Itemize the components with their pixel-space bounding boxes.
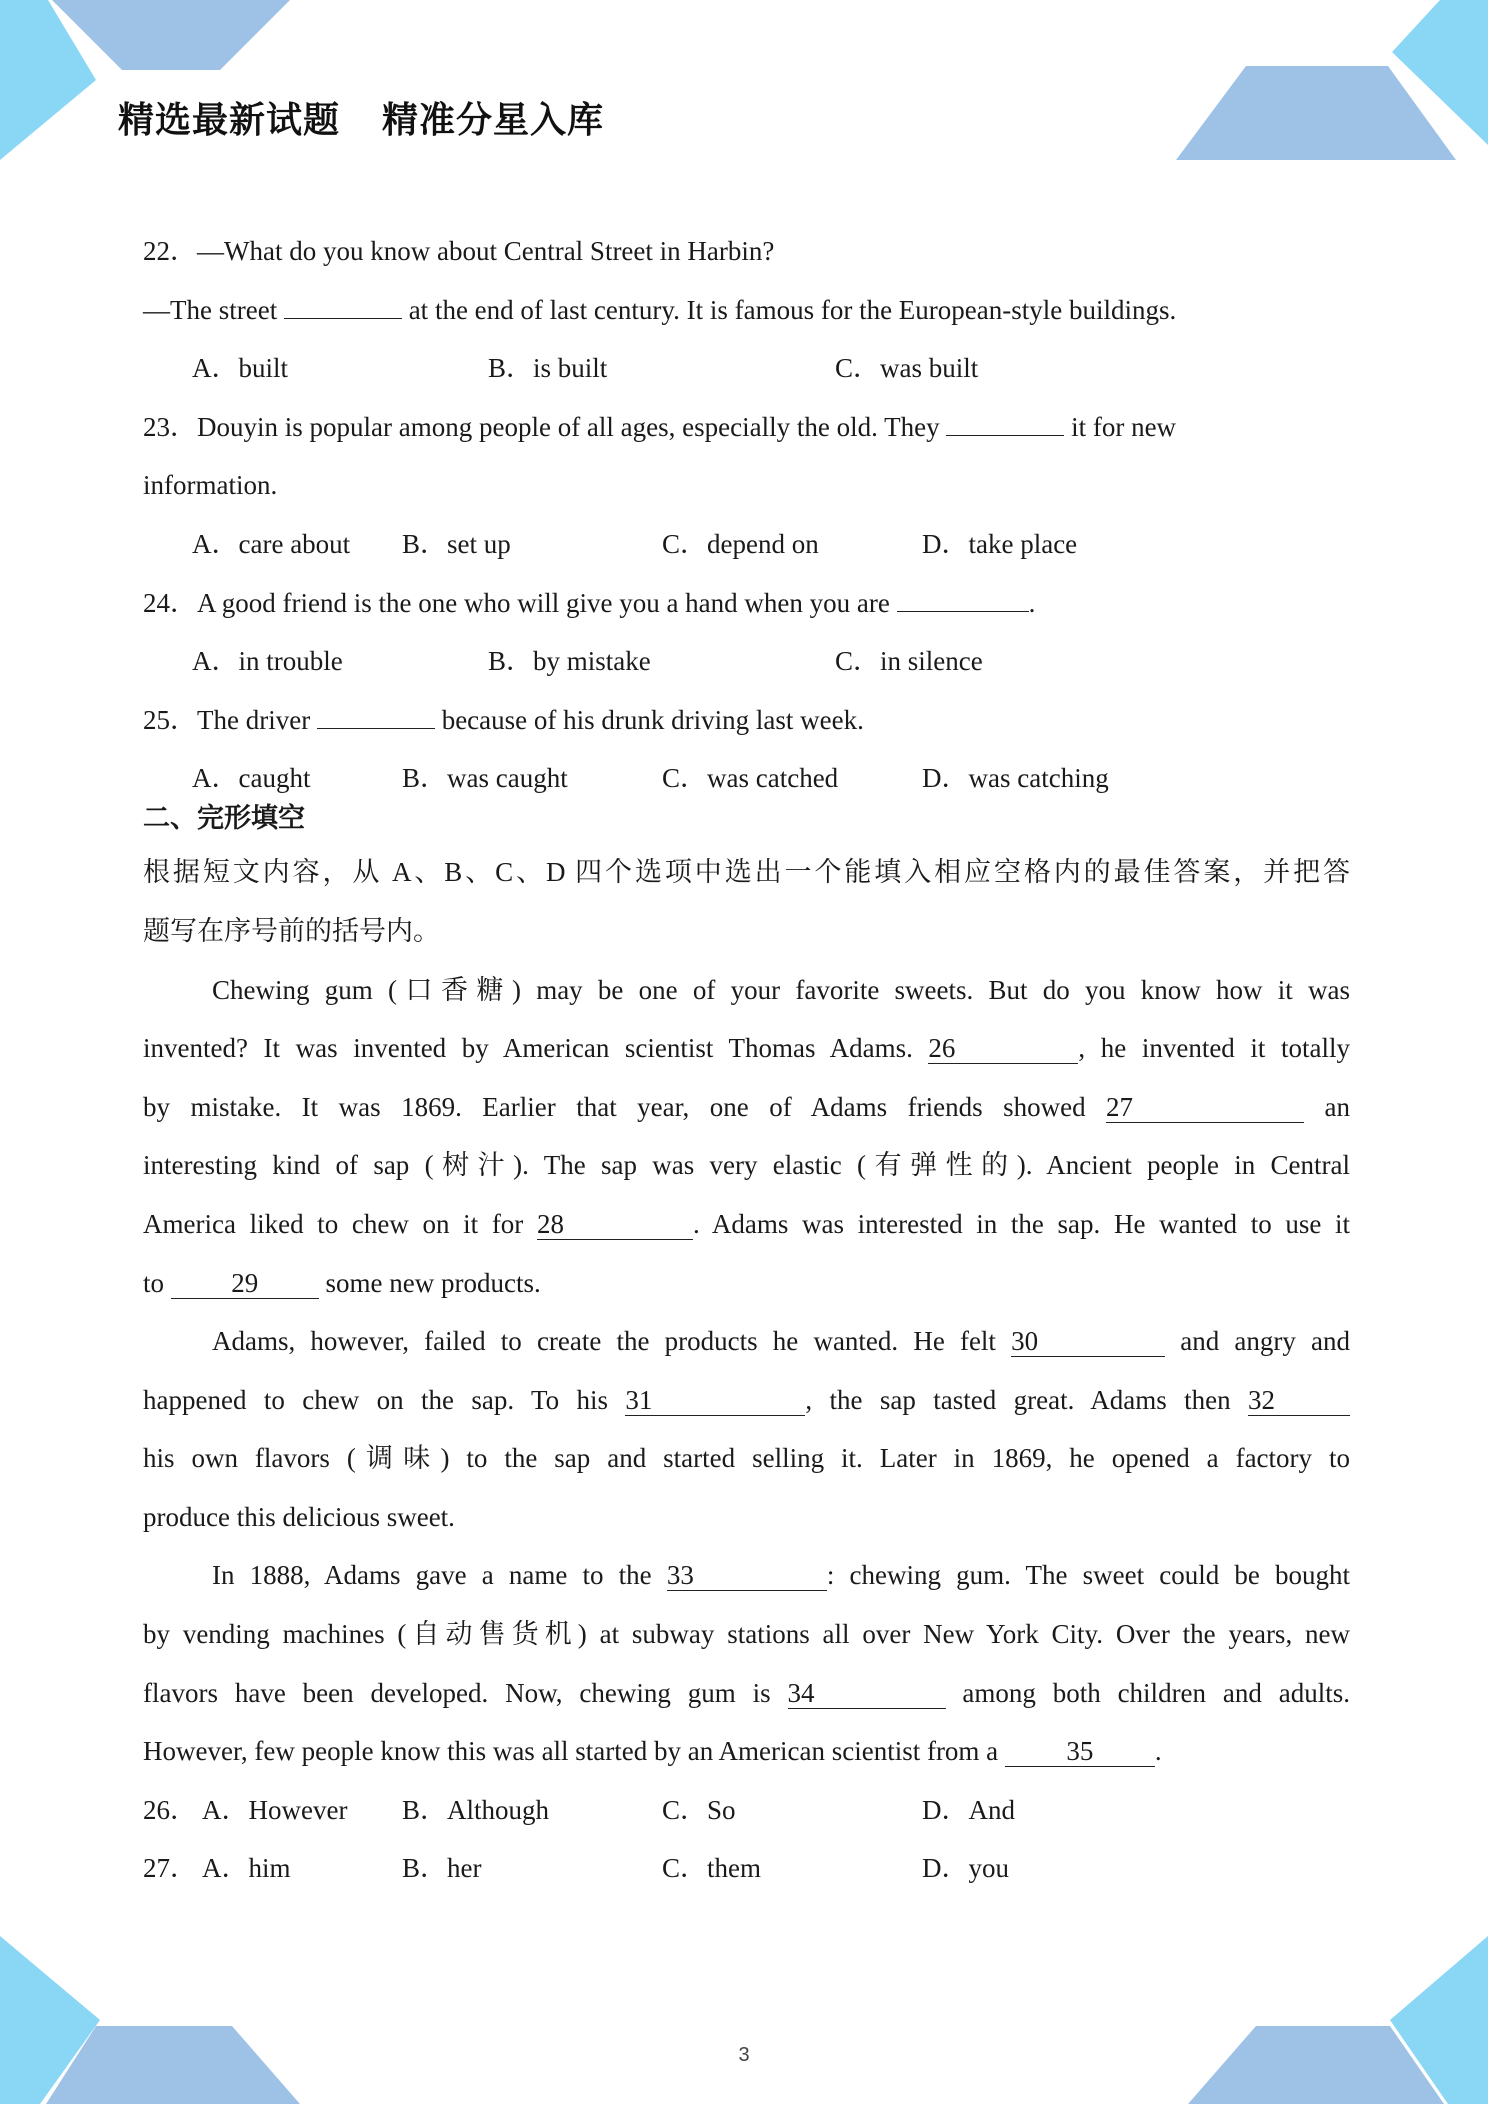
page-number: 3 <box>738 2044 750 2066</box>
question-23-stem-line2: information. <box>143 470 278 501</box>
question-24-options <box>143 632 1350 691</box>
passage-line <box>143 1605 1350 1664</box>
header-banner <box>118 92 604 143</box>
passage-line <box>143 1078 1350 1137</box>
text-segment: it for new <box>1064 411 1177 442</box>
option-a: A．However <box>202 1794 348 1825</box>
option-a: A．in trouble <box>192 646 343 677</box>
answer-number: 26． <box>143 1794 197 1825</box>
option-c: C．them <box>662 1853 761 1884</box>
top-left-triangle <box>0 0 96 160</box>
question-25-stem <box>143 691 1350 750</box>
top-right-triangle <box>1392 0 1488 145</box>
section-instruction-line2: 题写在序号前的括号内。 <box>143 915 440 946</box>
answer-row-26 <box>143 1781 1350 1840</box>
text-segment: 24．A good friend is the one who will give you a hand when you are <box>143 587 897 618</box>
passage-text: to <box>143 1267 171 1298</box>
passage-line <box>143 1371 1350 1430</box>
passage-text: Chewing gum (口香糖) may be one of your favorite sweets. But do you know how it was <box>212 974 1350 1005</box>
option-d: D．take place <box>922 528 1078 559</box>
option-b: B．was caught <box>402 763 568 794</box>
top-left-trapezoid <box>52 0 290 70</box>
answer-blank <box>946 413 1064 436</box>
top-right-trapezoid <box>1176 66 1456 160</box>
option-a: A．him <box>202 1853 291 1884</box>
option-d: D．you <box>922 1853 1009 1884</box>
passage-line <box>143 1136 1350 1195</box>
option-a: A．built <box>192 353 289 384</box>
passage-text: invented? It was invented by American scientist Thomas Adams. <box>143 1033 929 1064</box>
passage-text: : chewing gum. The sweet could be bought <box>826 1560 1351 1591</box>
passage-text: happened to chew on the sap. To his <box>143 1384 626 1415</box>
passage-line <box>143 1488 1350 1547</box>
question-22-stem: 22．—What do you know about Central Street in Harbin? <box>143 236 775 266</box>
option-d: D．was catching <box>922 763 1109 794</box>
option-a: A．care about <box>192 528 351 559</box>
passage-text: interesting kind of sap (树汁). The sap was very elastic (有弹性的). Ancient people in Central <box>143 1150 1350 1181</box>
cloze-blank-29: 29 <box>171 1268 319 1299</box>
option-b: B．set up <box>402 528 511 559</box>
cloze-blank-34: 34 <box>788 1678 946 1709</box>
passage-line <box>143 1195 1350 1254</box>
passage-text: , he invented it totally <box>1078 1033 1350 1064</box>
cloze-blank-27: 27 <box>1106 1092 1304 1123</box>
text-segment: 23．Douyin is popular among people of all ages, especially the old. They <box>143 411 947 442</box>
passage-text: America liked to chew on it for <box>143 1208 537 1239</box>
option-c: C．in silence <box>835 646 983 677</box>
cloze-blank-32: 32 <box>1248 1385 1350 1416</box>
passage-line <box>143 1546 1350 1605</box>
answer-row-27 <box>143 1839 1350 1898</box>
passage-line <box>143 1429 1350 1488</box>
passage-line <box>143 1312 1350 1371</box>
option-c: C．was catched <box>662 763 839 794</box>
answer-blank <box>897 589 1029 612</box>
question-24-stem <box>143 574 1350 633</box>
option-b: B．Although <box>402 1794 550 1825</box>
passage-text: . Adams was interested in the sap. He wanted to use it <box>692 1208 1350 1239</box>
section-instruction-line1: 根据短文内容，从 A、B、C、D 四个选项中选出一个能填入相应空格内的最佳答案，并把答 <box>143 857 1350 888</box>
cloze-blank-35: 35 <box>1005 1736 1155 1767</box>
option-c: C．depend on <box>662 528 819 559</box>
cloze-blank-33: 33 <box>667 1560 827 1591</box>
question-23-options <box>143 515 1350 574</box>
passage-text: some new products. <box>318 1267 541 1298</box>
header-left-title: 精选最新试题 <box>118 100 341 141</box>
answer-blank <box>284 296 402 319</box>
cloze-blank-31: 31 <box>625 1385 805 1416</box>
text-segment: —The street <box>143 294 284 325</box>
question-22-options <box>143 339 1350 398</box>
option-b: B．by mistake <box>488 646 651 677</box>
option-d: D．And <box>922 1794 1015 1825</box>
passage-text: by vending machines (自动售货机) at subway stations all over New York City. Over the years, new <box>143 1619 1350 1650</box>
bottom-left-triangle <box>0 1936 100 2104</box>
question-22-stem-line2 <box>143 281 1350 340</box>
option-b: B．her <box>402 1853 482 1884</box>
passage-text: , the sap tasted great. Adams then <box>805 1384 1248 1415</box>
bottom-right-triangle <box>1390 1936 1488 2104</box>
passage-text: . <box>1154 1736 1162 1767</box>
passage-text: produce this delicious sweet. <box>143 1501 455 1532</box>
answer-number: 27． <box>143 1853 197 1884</box>
cloze-blank-28: 28 <box>537 1209 693 1240</box>
passage-text: among both children and adults. <box>945 1677 1350 1708</box>
cloze-passage <box>143 961 1350 1781</box>
answer-blank <box>317 706 435 729</box>
cloze-blank-26: 26 <box>928 1033 1078 1064</box>
option-a: A．caught <box>192 763 311 794</box>
option-c: C．So <box>662 1794 736 1825</box>
passage-text: by mistake. It was 1869. Earlier that year, one of Adams friends showed <box>143 1091 1107 1122</box>
passage-line <box>143 1254 1350 1313</box>
option-b: B．is built <box>488 353 608 384</box>
passage-line <box>143 1664 1350 1723</box>
cloze-blank-30: 30 <box>1011 1326 1165 1357</box>
option-c: C．was built <box>835 353 979 384</box>
question-23-stem <box>143 398 1350 457</box>
passage-line <box>143 1019 1350 1078</box>
passage-text: In 1888, Adams gave a name to the <box>212 1560 667 1591</box>
text-segment: 25．The driver <box>143 704 317 735</box>
passage-text: However, few people know this was all started by an American scientist from a <box>143 1736 1005 1767</box>
passage-text: Adams, however, failed to create the products he wanted. He felt <box>212 1326 1012 1357</box>
text-segment: at the end of last century. It is famous for the European-style buildings. <box>401 294 1177 325</box>
passage-text: an <box>1304 1091 1350 1122</box>
text-segment: . <box>1028 587 1036 618</box>
question-25-options <box>143 749 1350 795</box>
passage-text: and angry and <box>1165 1326 1350 1357</box>
header-right-title: 精准分星入库 <box>382 100 605 141</box>
passage-text: flavors have been developed. Now, chewing gum is <box>143 1677 788 1708</box>
text-segment: because of his drunk driving last week. <box>434 704 864 735</box>
section-heading: 二、完形填空 <box>143 803 305 835</box>
passage-text: his own flavors (调味) to the sap and started selling it. Later in 1869, he opened a factory to <box>143 1443 1350 1474</box>
passage-line <box>143 1722 1350 1781</box>
exam-content <box>143 222 1350 1898</box>
passage-line <box>143 961 1350 1020</box>
